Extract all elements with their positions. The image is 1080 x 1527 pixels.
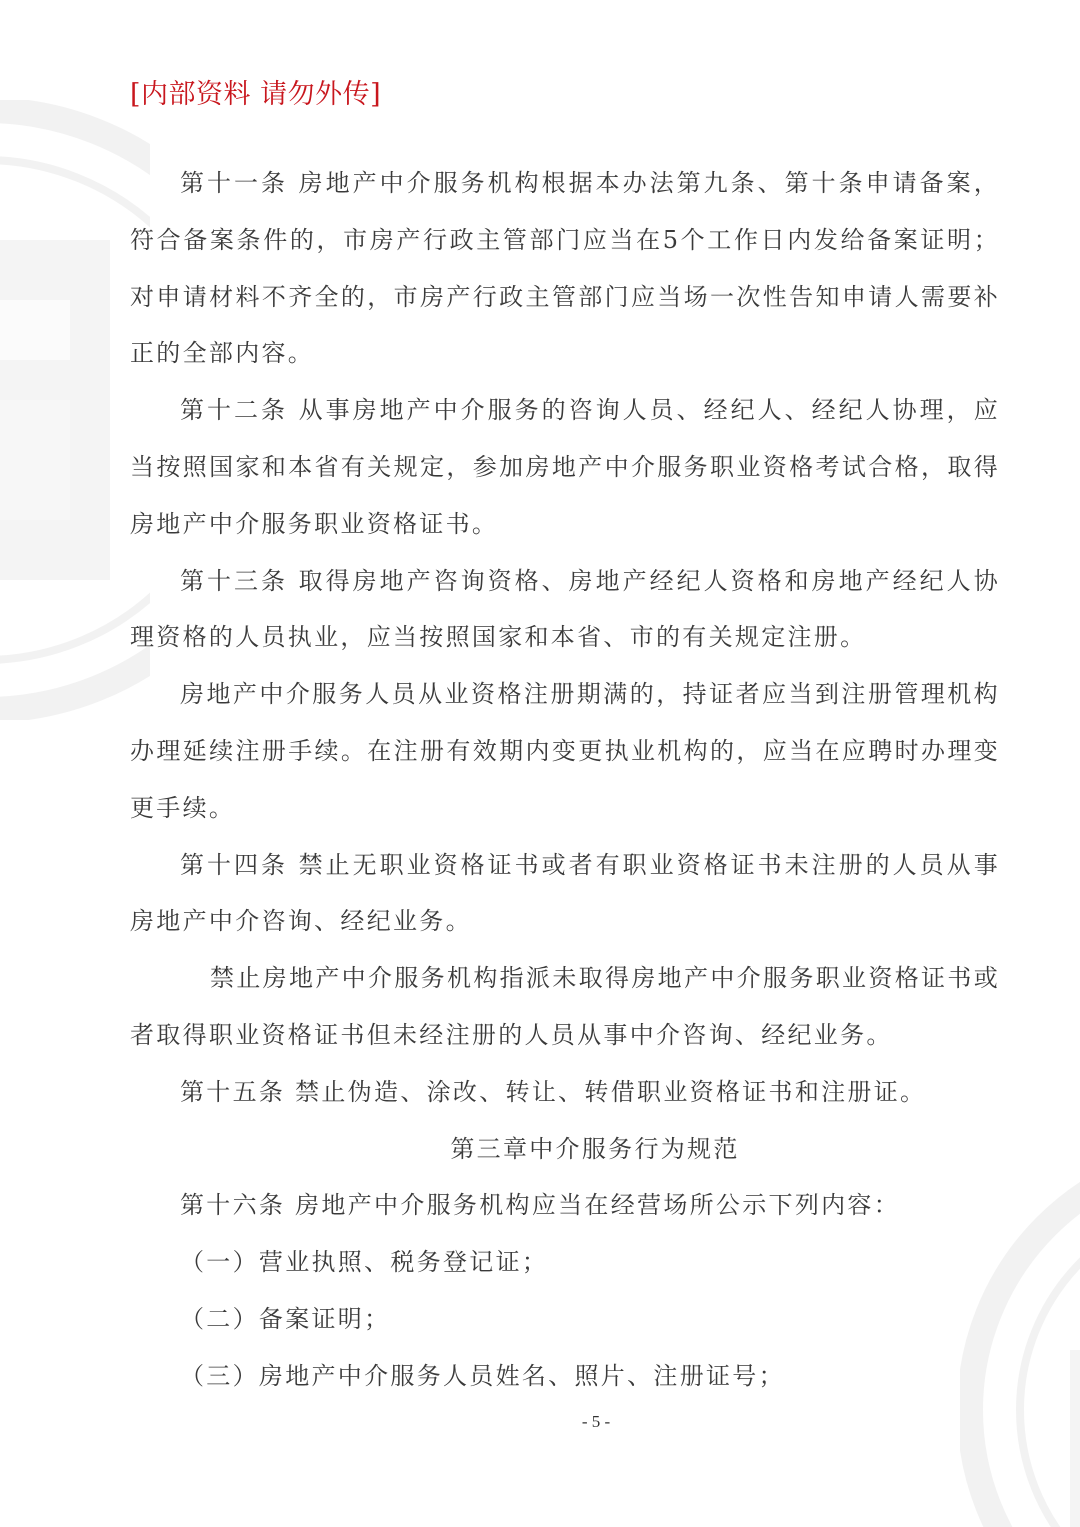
- article-14-paragraph: 第十四条 禁止无职业资格证书或者有职业资格证书未注册的人员从事房地产中介咨询、经纪业务。: [130, 850, 1000, 936]
- list-item: （三）房地产中介服务人员姓名、照片、注册证号；: [180, 1361, 785, 1390]
- article-13-continuation-paragraph: 房地产中介服务人员从业资格注册期满的，持证者应当到注册管理机构办理延续注册手续。在注册有效期内变更执业机构的，应当在应聘时办理变更手续。: [130, 680, 1000, 822]
- article-11-paragraph: 第十一条 房地产中介服务机构根据本办法第九条、第十条申请备案，符合备案条件的，市房产行政主管部门应当在5个工作日内发给备案证明；对申请材料不齐全的，市房产行政主管部门应当场一次性告知申请人需要补正的全部内容。: [130, 169, 1000, 368]
- list-item: （一）营业执照、税务登记证；: [180, 1248, 549, 1277]
- document-body: [130, 155, 1000, 1405]
- article-13-paragraph: 第十三条 取得房地产咨询资格、房地产经纪人资格和房地产经纪人协理资格的人员执业，应当按照国家和本省、市的有关规定注册。: [130, 566, 1000, 652]
- article-12-paragraph: 第十二条 从事房地产中介服务的咨询人员、经纪人、经纪人协理，应当按照国家和本省有关规定，参加房地产中介服务职业资格考试合格，取得房地产中介服务职业资格证书。: [130, 396, 1000, 538]
- page-number: - 5 -: [581, 1412, 611, 1431]
- confidential-label: [内部资料 请勿外传]: [130, 79, 382, 110]
- chapter-title: 第三章中介服务行为规范: [450, 1134, 740, 1163]
- article-15-paragraph: 第十五条 禁止伪造、涂改、转让、转借职业资格证书和注册证。: [180, 1077, 927, 1106]
- article-16-paragraph: 第十六条 房地产中介服务机构应当在经营场所公示下列内容：: [180, 1191, 901, 1220]
- article-14-continuation-paragraph: 禁止房地产中介服务机构指派未取得房地产中介服务职业资格证书或者取得职业资格证书但未经注册的人员从事中介咨询、经纪业务。: [130, 964, 1000, 1049]
- list-item: （二）备案证明；: [180, 1304, 391, 1333]
- seal-watermark-left: [0, 100, 150, 720]
